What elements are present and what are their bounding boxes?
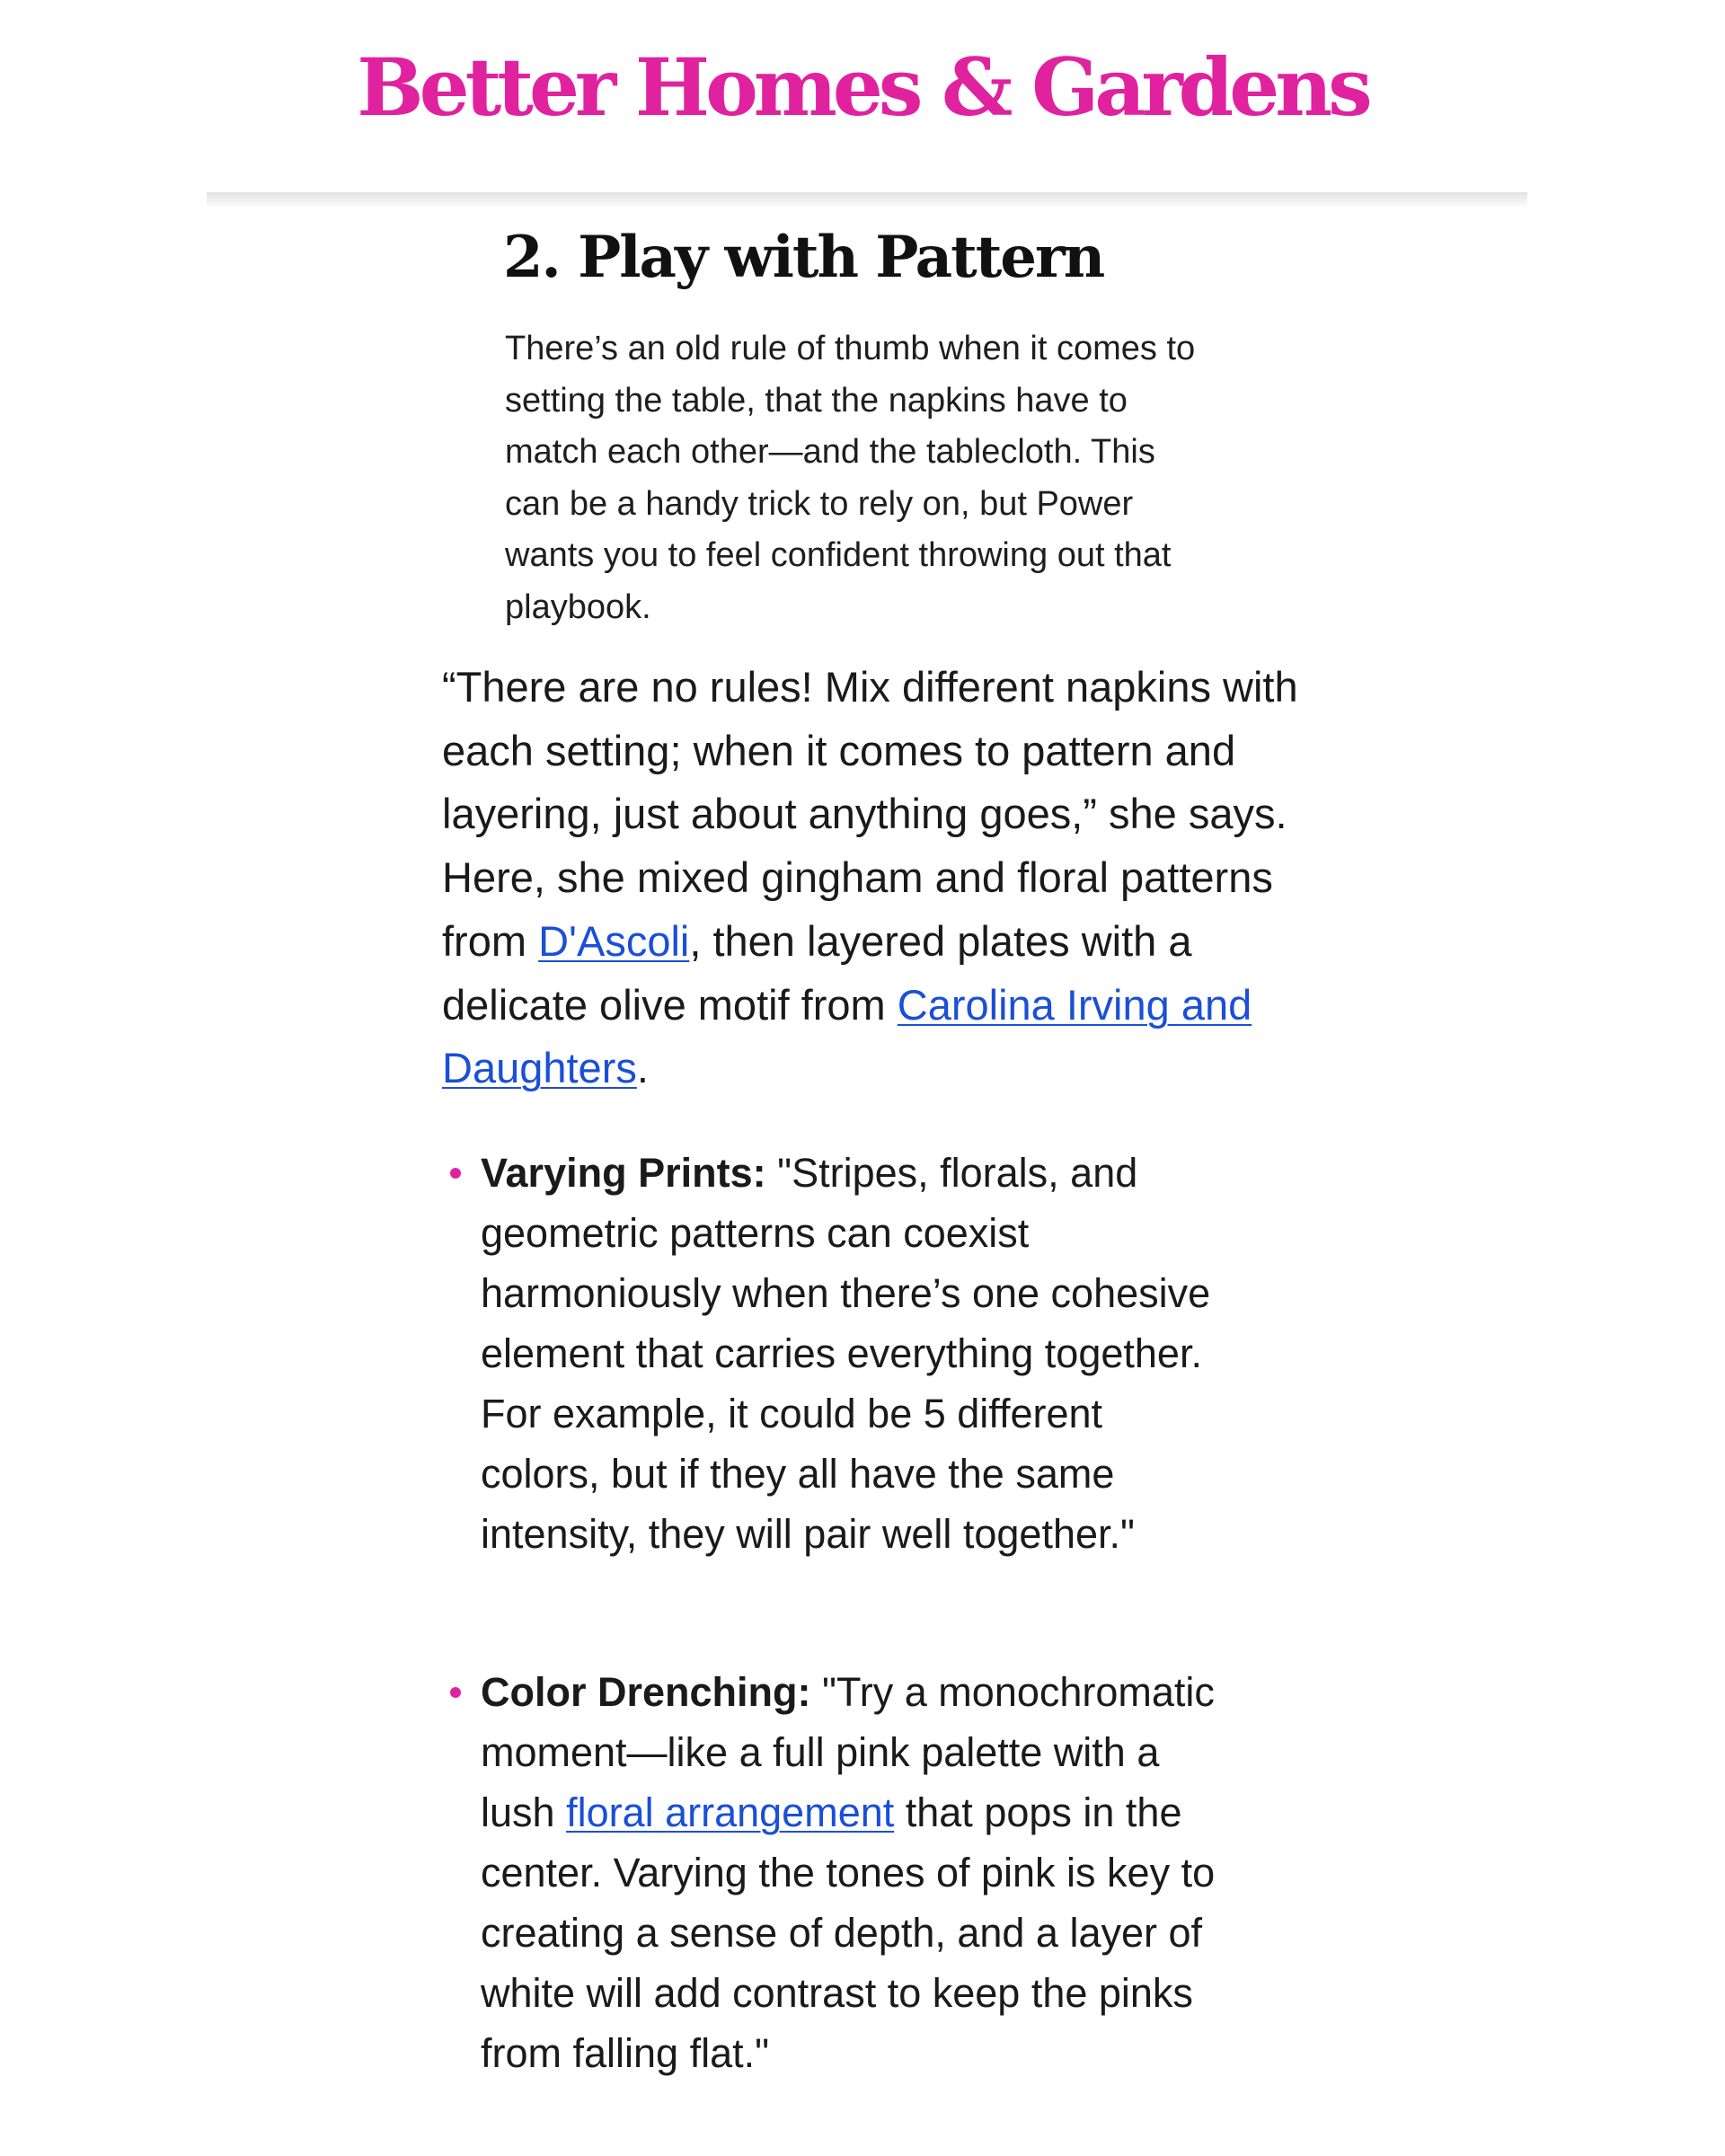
section-heading: 2. Play with Pattern <box>503 224 1104 291</box>
bullet-text: that pops in the center. Varying the tones of pink is key to creating a sense of depth, and a layer of white will add contrast to keep the pinks from falling flat." <box>481 1789 1216 2076</box>
site-logo[interactable]: Better Homes & Gardens <box>357 40 1368 134</box>
bullet-term: Varying Prints: <box>481 1150 766 1196</box>
quote-paragraph <box>442 656 1305 1100</box>
carolina-irving-link[interactable]: Carolina Irving and Daughters <box>442 980 1252 1092</box>
floral-arrangement-link[interactable]: floral arrangement <box>566 1789 895 1835</box>
quote-text: , then layered plates with a delicate olive motif from <box>442 916 1192 1029</box>
quote-text: . <box>636 1044 649 1092</box>
intro-paragraph: There’s an old rule of thumb when it comes to setting the table, that the napkins have to match each other—and the tablecloth. This can be a handy trick to rely on, but Power wants you to feel confident throwing out that playbook. <box>505 330 1196 626</box>
dascoli-link[interactable]: D'Ascoli <box>538 916 690 965</box>
bullet-text: "Try a monochromatic moment—like a full pink palette with a lush <box>481 1669 1215 1835</box>
bullet-text: "Stripes, florals, and geometric patterns can coexist harmoniously when there’s one cohesive element that carries everything together. For example, it could be 5 different colors, but if they all have the same intensity, they will pair well together." <box>481 1150 1211 1557</box>
quote-text: “There are no rules! Mix different napkins with each setting; when it comes to pattern and layering, just about anything goes,” she says. Here, she mixed gingham and floral patterns from <box>442 663 1298 965</box>
list-item-color-drenching <box>481 1662 1226 2083</box>
bullet-dot-icon <box>450 1687 461 1698</box>
bullet-dot-icon <box>450 1168 461 1179</box>
list-item-varying-prints <box>481 1143 1226 1564</box>
bullet-term: Color Drenching: <box>481 1669 811 1715</box>
